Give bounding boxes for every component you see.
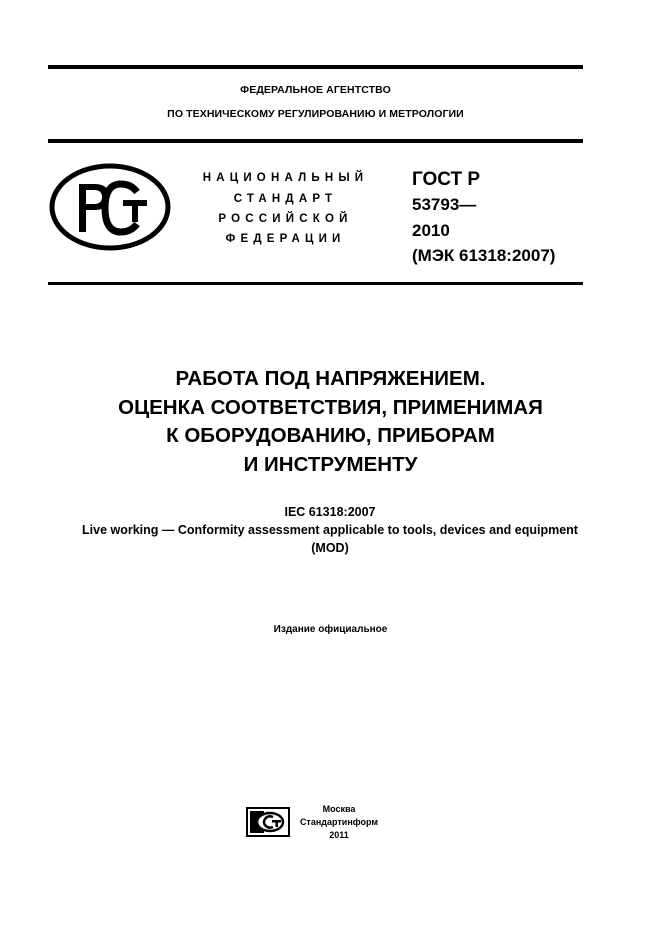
title-line-1: РАБОТА ПОД НАПРЯЖЕНИЕМ. (175, 367, 486, 390)
international-reference (30, 503, 630, 557)
standard-type-line-2: СТАНДАРТ (233, 193, 338, 205)
standard-type-line-1: НАЦИОНАЛЬНЫЙ (202, 172, 369, 184)
header-rule (48, 139, 583, 143)
standartinform-logo-icon (246, 807, 290, 837)
top-rule (48, 65, 583, 69)
title-line-2: ОЦЕНКА СООТВЕТСТВИЯ, ПРИМЕНИМАЯ (118, 395, 543, 419)
edition-label: Издание официальное (273, 624, 388, 635)
designation-line-3: 2010 (412, 221, 450, 240)
iec-modifier: (MOD) (311, 541, 349, 555)
publisher-info (296, 803, 382, 842)
agency-line-1: ФЕДЕРАЛЬНОЕ АГЕНТСТВО (240, 84, 391, 96)
publisher-city: Москва (322, 804, 356, 814)
publisher-year: 2011 (329, 830, 349, 840)
agency-line-2: ПО ТЕХНИЧЕСКОМУ РЕГУЛИРОВАНИЮ И МЕТРОЛОГИИ (167, 108, 464, 120)
rst-emblem-icon (49, 162, 171, 252)
standard-type-line-4: ФЕДЕРАЦИИ (225, 233, 346, 245)
publisher-name: Стандартинформ (299, 817, 379, 827)
designation-line-1: ГОСТ Р (412, 169, 481, 190)
title-line-3: К ОБОРУДОВАНИЮ, ПРИБОРАМ (166, 424, 495, 447)
designation-line-2: 53793— (412, 195, 477, 214)
title-line-4: И ИНСТРУМЕНТУ (243, 452, 418, 476)
title-block-rule (48, 282, 583, 285)
iec-title: Live working — Conformity assessment applicable to tools, devices and equipment (82, 523, 578, 537)
document-title (48, 365, 613, 479)
designation-line-4: (МЭК 61318:2007) (412, 246, 556, 265)
standard-type-line-3: РОССИЙСКОЙ (218, 213, 353, 225)
iec-code: IEC 61318:2007 (284, 505, 376, 519)
